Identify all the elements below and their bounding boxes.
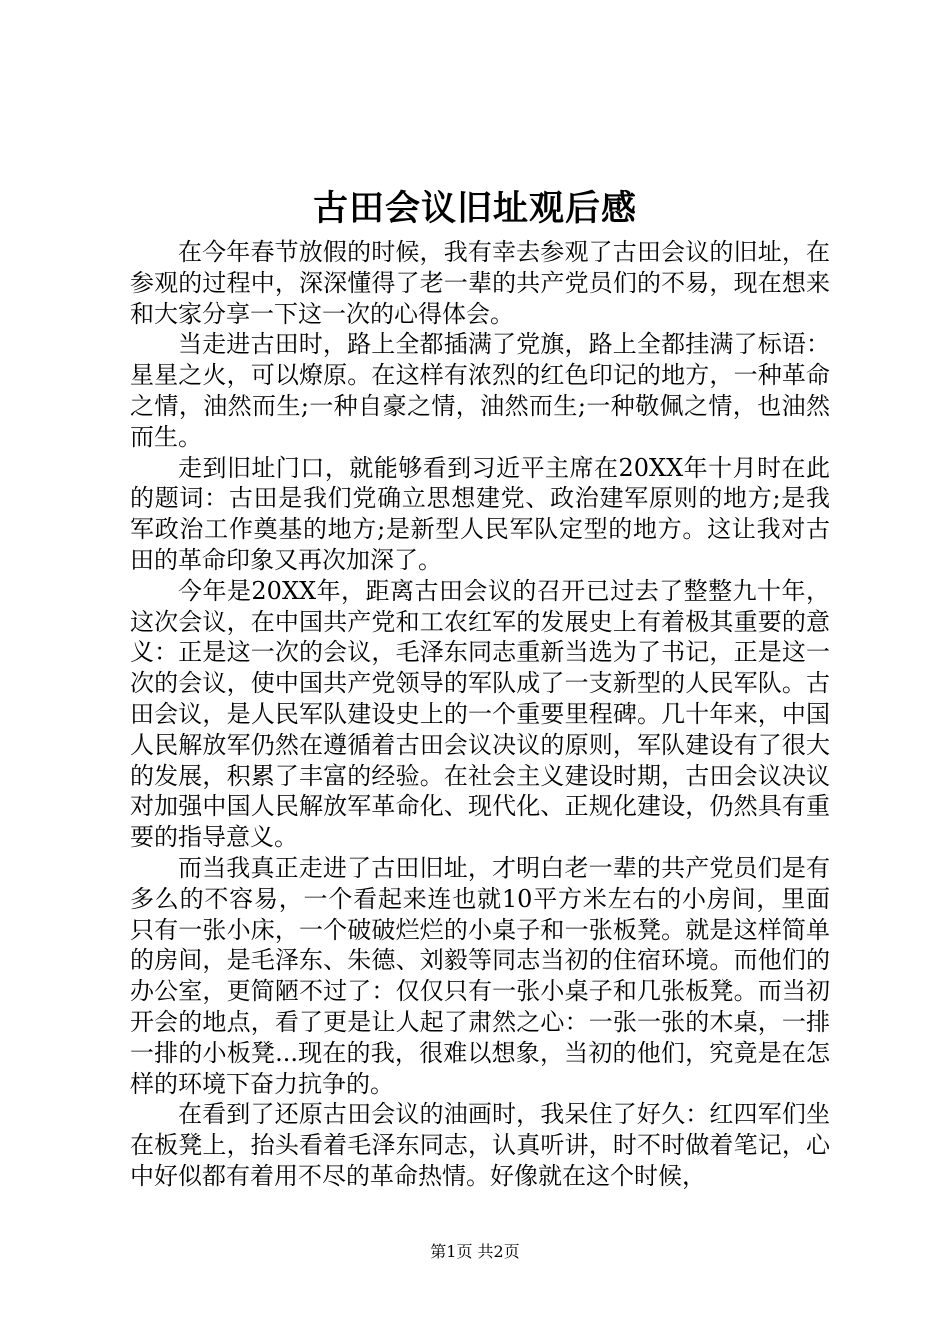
paragraph: 在今年春节放假的时候，我有幸去参观了古田会议的旧址，在参观的过程中，深深懂得了老一辈的共产党员们的不易，现在想来和大家分享一下这一次的心得体会。 (130, 238, 830, 328)
paragraph: 而当我真正走进了古田旧址，才明白老一辈的共产党员们是有多么的不容易，一个看起来连也就10平方米左右的小房间，里面只有一张小床，一个破破烂烂的小桌子和一张板凳。就是这样简单的房间，是毛泽东、朱德、刘毅等同志当初的住宿环境。而他们的办公室，更简陋不过了：仅仅只有一张小桌子和几张板凳。而当初开会的地点，看了更是让人起了肃然之心：一张一张的木桌，一排一排的小板凳...现在的我，很难以想象，当初的他们，究竟是在怎样的环境下奋力抗争的。 (130, 853, 830, 1098)
paragraph: 在看到了还原古田会议的油画时，我呆住了好久：红四军们坐在板凳上，抬头看着毛泽东同志，认真听讲，时不时做着笔记，心中好似都有着用不尽的革命热情。好像就在这个时候， (130, 1100, 830, 1190)
page-number-footer: 第1页 共2页 (430, 1242, 520, 1261)
document-title: 古田会议旧址观后感 (312, 188, 637, 229)
paragraph: 今年是20XX年，距离古田会议的召开已过去了整整九十年，这次会议，在中国共产党和工农红军的发展史上有着极其重要的意义：正是这一次的会议，毛泽东同志重新当选为了书记，正是这一次的会议，使中国共产党领导的军队成了一支新型的人民军队。古田会议，是人民军队建设史上的一个重要里程碑。几十年来，中国人民解放军仍然在遵循着古田会议决议的原则，军队建设有了很大的发展，积累了丰富的经验。在社会主义建设时期，古田会议决议对加强中国人民解放军革命化、现代化、正规化建设，仍然具有重要的指导意义。 (130, 576, 830, 852)
document-body (130, 237, 830, 1192)
paragraph: 当走进古田时，路上全都插满了党旗，路上全都挂满了标语：星星之火，可以燎原。在这样有浓烈的红色印记的地方，一种革命之情，油然而生;一种自豪之情，油然而生;一种敬佩之情，也油然而生。 (130, 330, 830, 451)
paragraph: 走到旧址门口，就能够看到习近平主席在20XX年十月时在此的题词：古田是我们党确立思想建党、政治建军原则的地方;是我军政治工作奠基的地方;是新型人民军队定型的地方。这让我对古田的革命印象又再次加深了。 (130, 453, 830, 574)
